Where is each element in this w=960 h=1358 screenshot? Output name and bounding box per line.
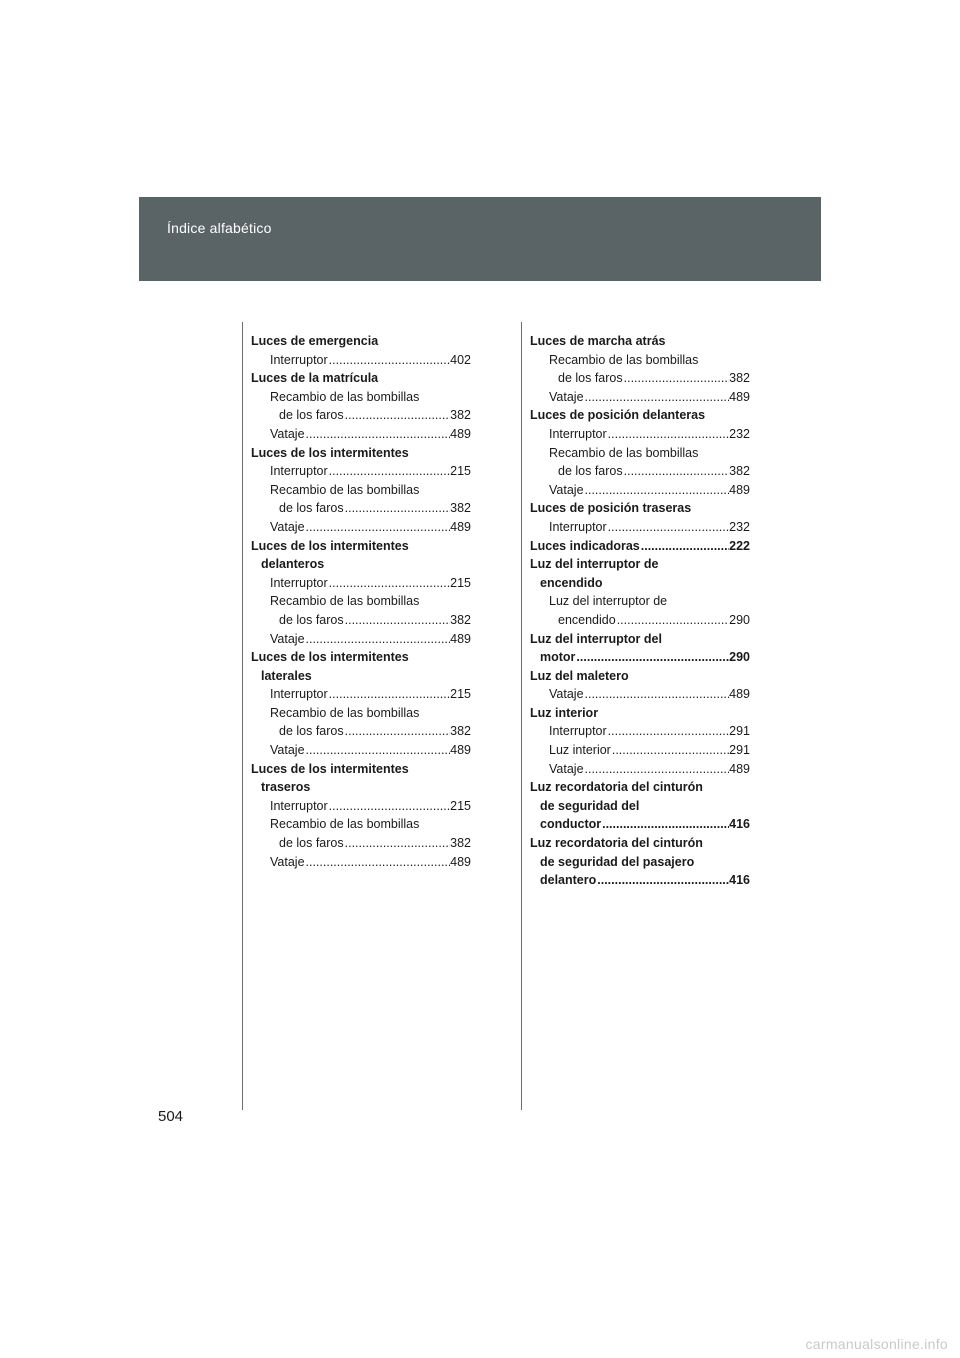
header-band [139, 197, 821, 281]
index-heading: Luz interior [530, 705, 599, 720]
index-heading: Luz recordatoria del cinturón [530, 780, 703, 795]
index-heading: Luces de posición traseras [530, 501, 692, 516]
index-subentry: de los faros ..... 382 [251, 499, 471, 518]
index-heading: de seguridad del [540, 798, 640, 813]
column-divider-right [521, 322, 522, 1110]
index-heading: traseros [261, 780, 311, 795]
index-subentry: Interruptor ..... 215 [251, 574, 471, 593]
index-subentry: Vataje ..... 489 [530, 685, 750, 704]
index-heading: Luz del maletero [530, 668, 629, 683]
index-subentry: Luz del interruptor de [549, 594, 668, 609]
index-heading: Luces de marcha atrás [530, 334, 666, 348]
index-subentry: Vataje ..... 489 [530, 760, 750, 779]
index-subentry: de los faros ..... 382 [530, 369, 750, 388]
index-heading: delantero ..... 416 [530, 871, 750, 890]
index-subentry: de los faros ..... 382 [251, 406, 471, 425]
index-subentry: Vataje ..... 489 [251, 741, 471, 760]
index-heading: conductor ..... 416 [530, 815, 750, 834]
index-heading: Luces de posición delanteras [530, 408, 706, 423]
index-subentry: Vataje ..... 489 [251, 853, 471, 872]
index-heading: delanteros [261, 557, 325, 572]
index-subentry: Interruptor ..... 215 [251, 462, 471, 481]
index-subentry: Vataje ..... 489 [251, 425, 471, 444]
index-heading: Luz del interruptor de [530, 557, 659, 572]
index-subentry: Recambio de las bombillas [270, 594, 420, 609]
index-subentry: Recambio de las bombillas [270, 482, 420, 497]
index-subentry: Interruptor ..... 215 [251, 797, 471, 816]
index-subentry: de los faros ..... 382 [530, 462, 750, 481]
index-heading: Luces indicadoras ..... 222 [530, 537, 750, 556]
index-subentry: Recambio de las bombillas [270, 389, 420, 404]
page-number: 504 [158, 1108, 184, 1125]
index-subentry: de los faros ..... 382 [251, 611, 471, 630]
index-heading: laterales [261, 668, 312, 683]
index-subentry: Recambio de las bombillas [549, 445, 699, 460]
index-subentry: Recambio de las bombillas [270, 817, 420, 832]
index-subentry: Vataje ..... 489 [251, 518, 471, 537]
index-subentry: Interruptor ..... 215 [251, 685, 471, 704]
index-subentry: Interruptor ..... 402 [251, 351, 471, 370]
index-heading: Luces de los intermitentes [251, 445, 409, 460]
index-heading: de seguridad del pasajero [540, 854, 695, 869]
index-column-2 [530, 332, 750, 890]
index-heading: encendido [540, 575, 603, 590]
column-divider-left [242, 322, 243, 1110]
index-subentry: Vataje ..... 489 [530, 481, 750, 500]
index-heading: Luces de los intermitentes [251, 538, 409, 553]
index-heading: Luces de la matrícula [251, 371, 379, 386]
index-subentry: Vataje ..... 489 [251, 630, 471, 649]
page-title: Índice alfabético [167, 220, 272, 236]
index-heading: Luces de emergencia [251, 334, 379, 348]
index-heading: Luz del interruptor del [530, 631, 662, 646]
index-subentry: Interruptor ..... 232 [530, 518, 750, 537]
index-subentry: de los faros ..... 382 [251, 834, 471, 853]
index-subentry: Vataje ..... 489 [530, 388, 750, 407]
index-subentry: Luz interior ..... 291 [530, 741, 750, 760]
index-subentry: de los faros ..... 382 [251, 722, 471, 741]
index-heading: Luces de los intermitentes [251, 761, 409, 776]
index-column-1 [251, 332, 471, 871]
index-subentry: Recambio de las bombillas [549, 352, 699, 367]
index-heading: Luces de los intermitentes [251, 650, 409, 665]
index-subentry: Recambio de las bombillas [270, 705, 420, 720]
watermark[interactable]: carmanualsonline.info [805, 1336, 948, 1352]
index-subentry: Interruptor ..... 232 [530, 425, 750, 444]
index-subentry: Interruptor ..... 291 [530, 722, 750, 741]
index-subentry: encendido ..... 290 [530, 611, 750, 630]
index-heading: Luz recordatoria del cinturón [530, 836, 703, 851]
index-heading: motor ..... 290 [530, 648, 750, 667]
